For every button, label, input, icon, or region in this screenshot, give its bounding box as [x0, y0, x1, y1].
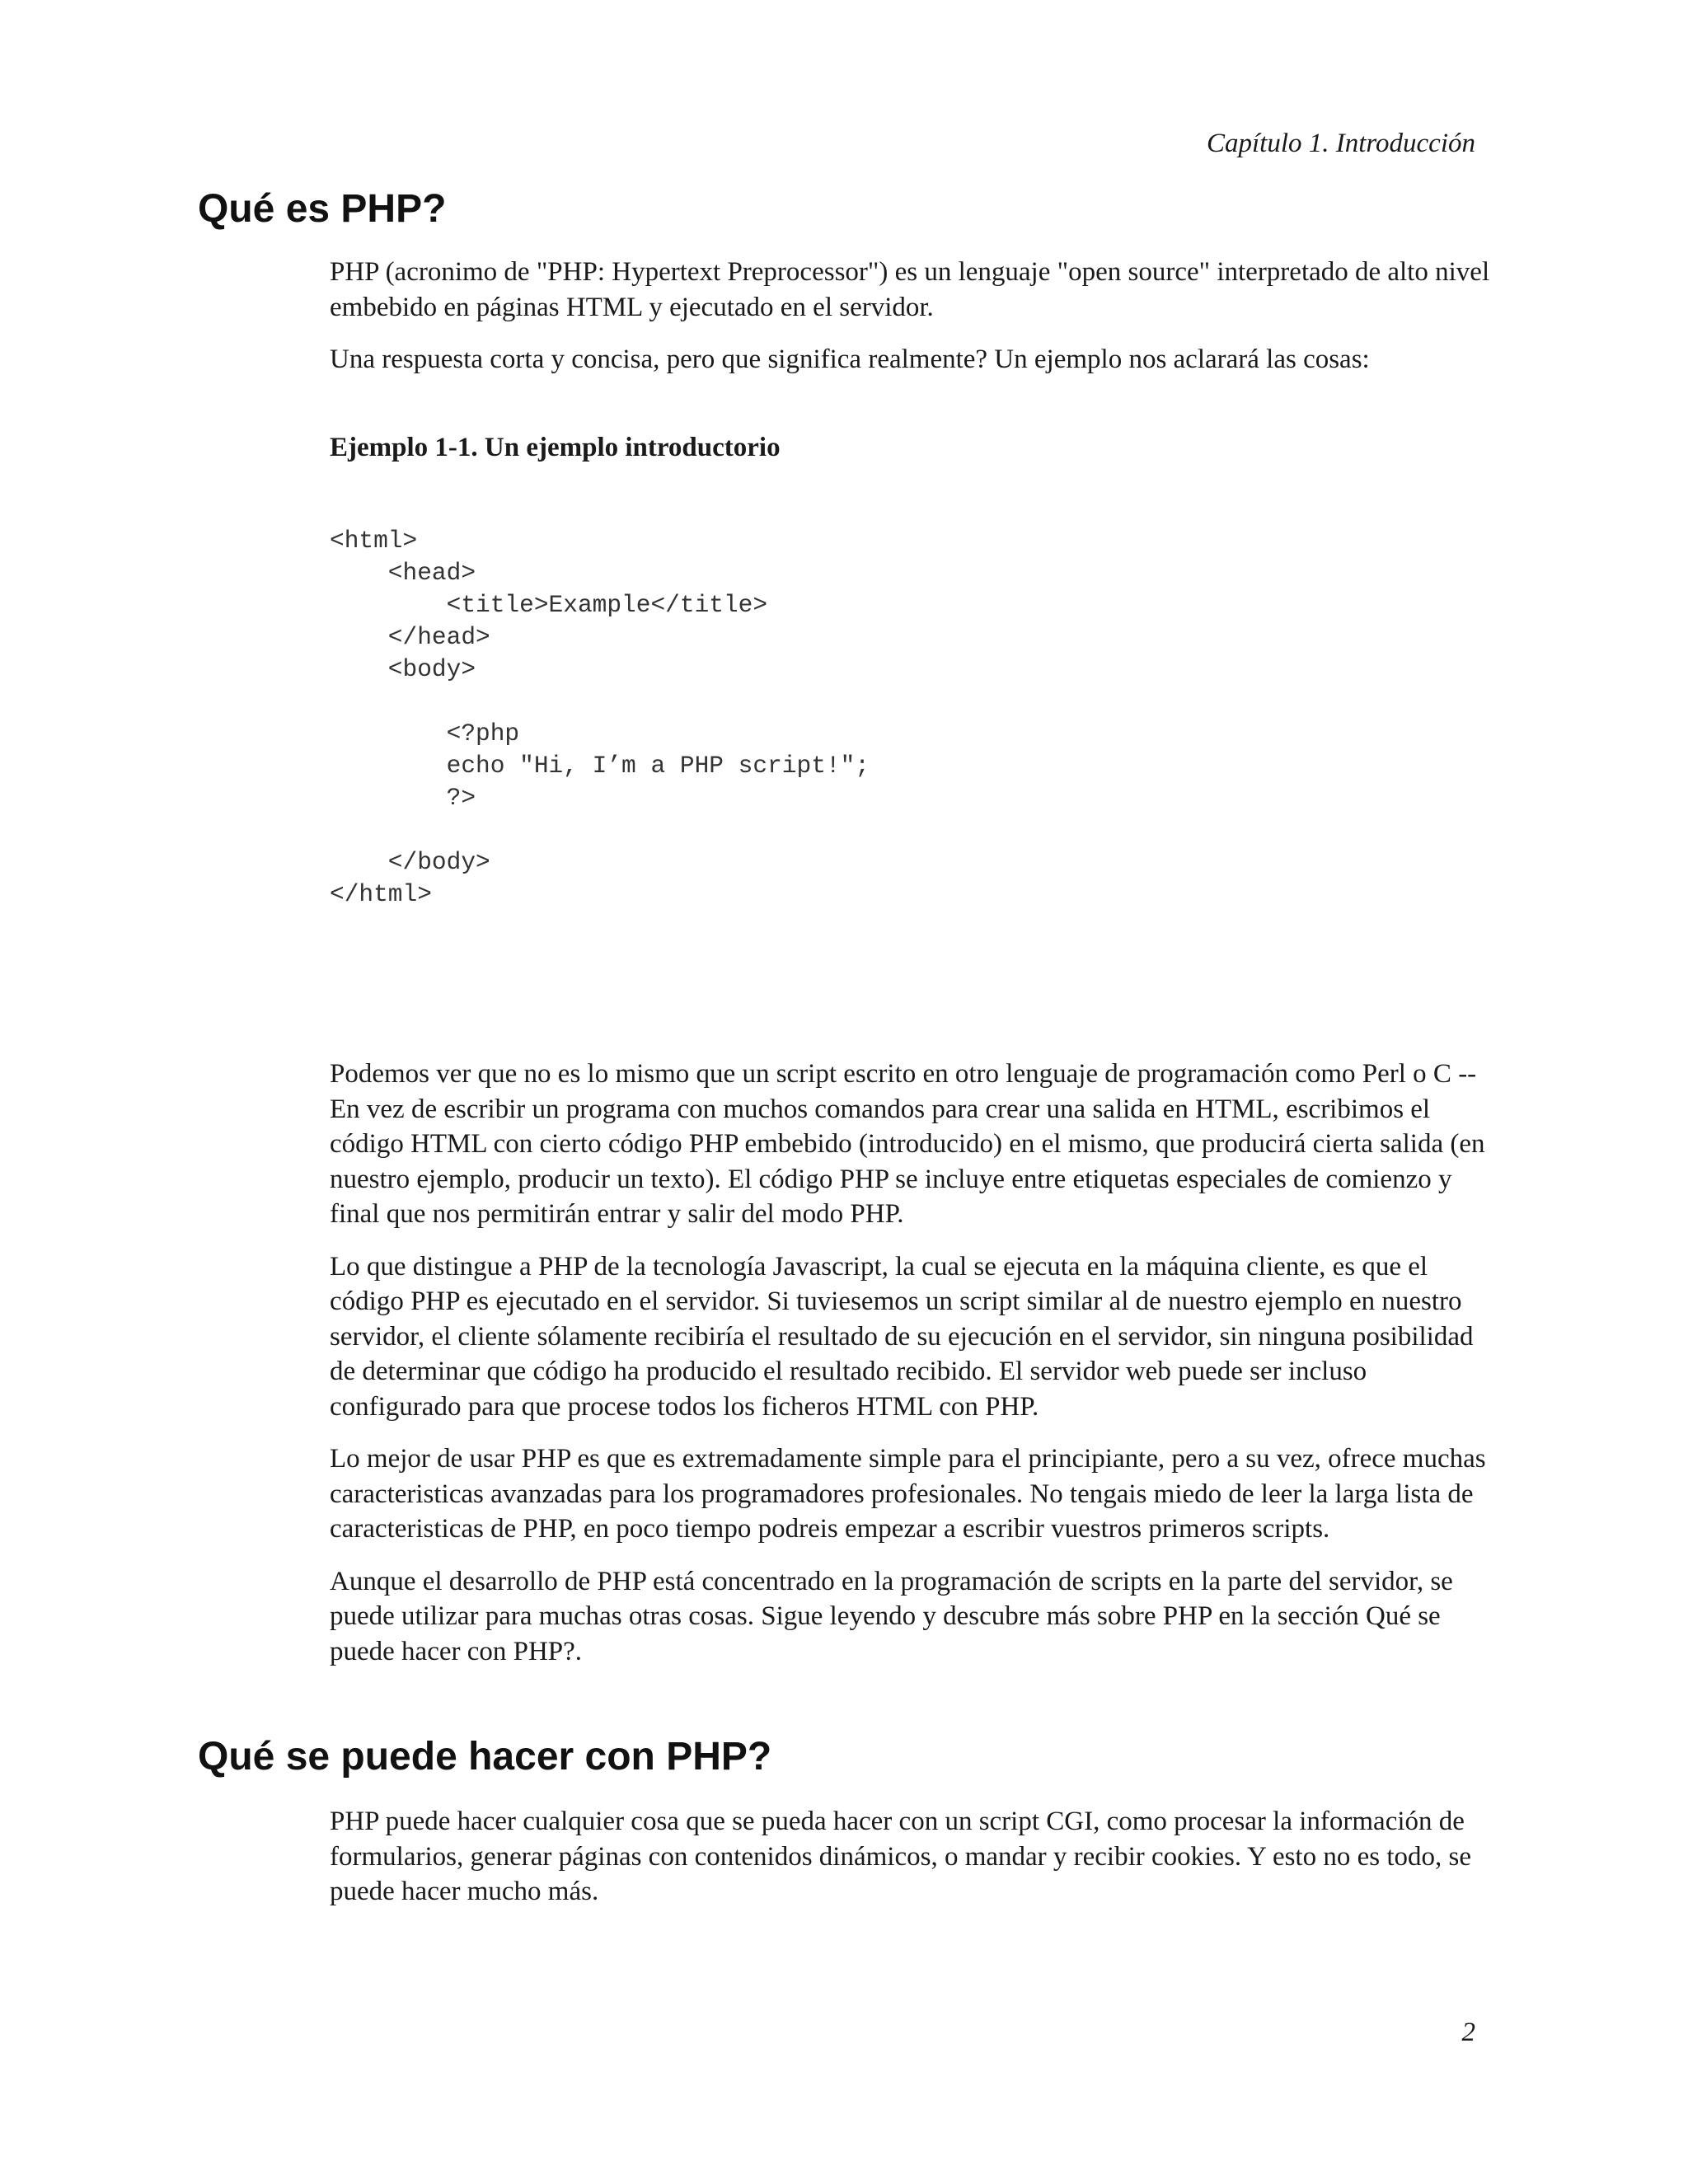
paragraph: Lo mejor de usar PHP es que es extremadamente simple para el principiante, pero a su vez, ofrece muchas caracteristicas avanzadas para los programadores profesionales. No tengais miedo de leer la larga lista de caracteristicas de PHP, en poco tiempo podreis empezar a escribir vuestros primeros scripts. [330, 1444, 1486, 1544]
intro-text-block [330, 255, 1492, 395]
paragraph: PHP puede hacer cualquier cosa que se pueda hacer con un script CGI, como procesar la información de formularios, generar páginas con contenidos dinámicos, o mandar y recibir cookies. Y esto no es todo, se puede hacer mucho más. [330, 1807, 1472, 1906]
code-example [330, 525, 870, 911]
paragraph: Podemos ver que no es lo mismo que un script escrito en otro lenguaje de programación como Perl o C -- En vez de escribir un programa con muchos comandos para crear una salida en HTML, escribimos el código HTML con cierto código PHP embebido (introducido) en el mismo, que producirá cierta salida (en nuestro ejemplo, producir un texto). El código PHP se incluye entre etiquetas especiales de comienzo y final que nos permitirán entrar y salir del modo PHP. [330, 1059, 1485, 1229]
section2-text-block [330, 1804, 1492, 1927]
code-line: </head> [330, 623, 490, 651]
code-line [330, 686, 870, 718]
code-line: <html> [330, 527, 418, 555]
paragraph: PHP (acronimo de "PHP: Hypertext Preprocessor") es un lenguaje "open source" interpretado de alto nivel embebido en páginas HTML y ejecutado en el servidor. [330, 257, 1490, 322]
chapter-header: Capítulo 1. Introducción [1206, 129, 1475, 158]
code-line: </body> [330, 848, 490, 876]
paragraph: Lo que distingue a PHP de la tecnología Javascript, la cual se ejecuta en la máquina cliente, es que el código PHP es ejecutado en el servidor. Si tuviesemos un script similar al de nuestro ejemplo en nuestro servidor, el cliente sólamente recibiría el resultado de su ejecución en el servidor, sin ninguna posibilidad de determinar que código ha producido el resultado recibido. El servidor web puede ser incluso configurado para que procese todos los ficheros HTML con PHP. [330, 1251, 1474, 1422]
paragraph: Una respuesta corta y concisa, pero que significa realmente? Un ejemplo nos aclarará las cosas: [330, 344, 1370, 374]
code-line: ?> [330, 784, 476, 812]
code-line: <title>Example</title> [330, 591, 768, 619]
body-text-block [330, 1057, 1492, 1686]
code-line: <head> [330, 559, 476, 587]
code-line: <?php [330, 719, 520, 748]
paragraph: Aunque el desarrollo de PHP está concentrado en la programación de scripts en la parte del servidor, se puede utilizar para muchas otras cosas. Sigue leyendo y descubre más sobre PHP en la sección Qué se puede hacer con PHP?. [330, 1566, 1453, 1666]
code-line: </html> [330, 880, 432, 908]
section-heading-que-se-puede-hacer: Qué se puede hacer con PHP? [198, 1735, 772, 1779]
example-title: Ejemplo 1-1. Un ejemplo introductorio [330, 433, 781, 462]
code-line: echo "Hi, I’m a PHP script!"; [330, 752, 870, 780]
code-line [330, 814, 870, 846]
page-number: 2 [1461, 2018, 1475, 2047]
section-heading-que-es-php: Qué es PHP? [198, 187, 447, 231]
code-line: <body> [330, 655, 476, 683]
